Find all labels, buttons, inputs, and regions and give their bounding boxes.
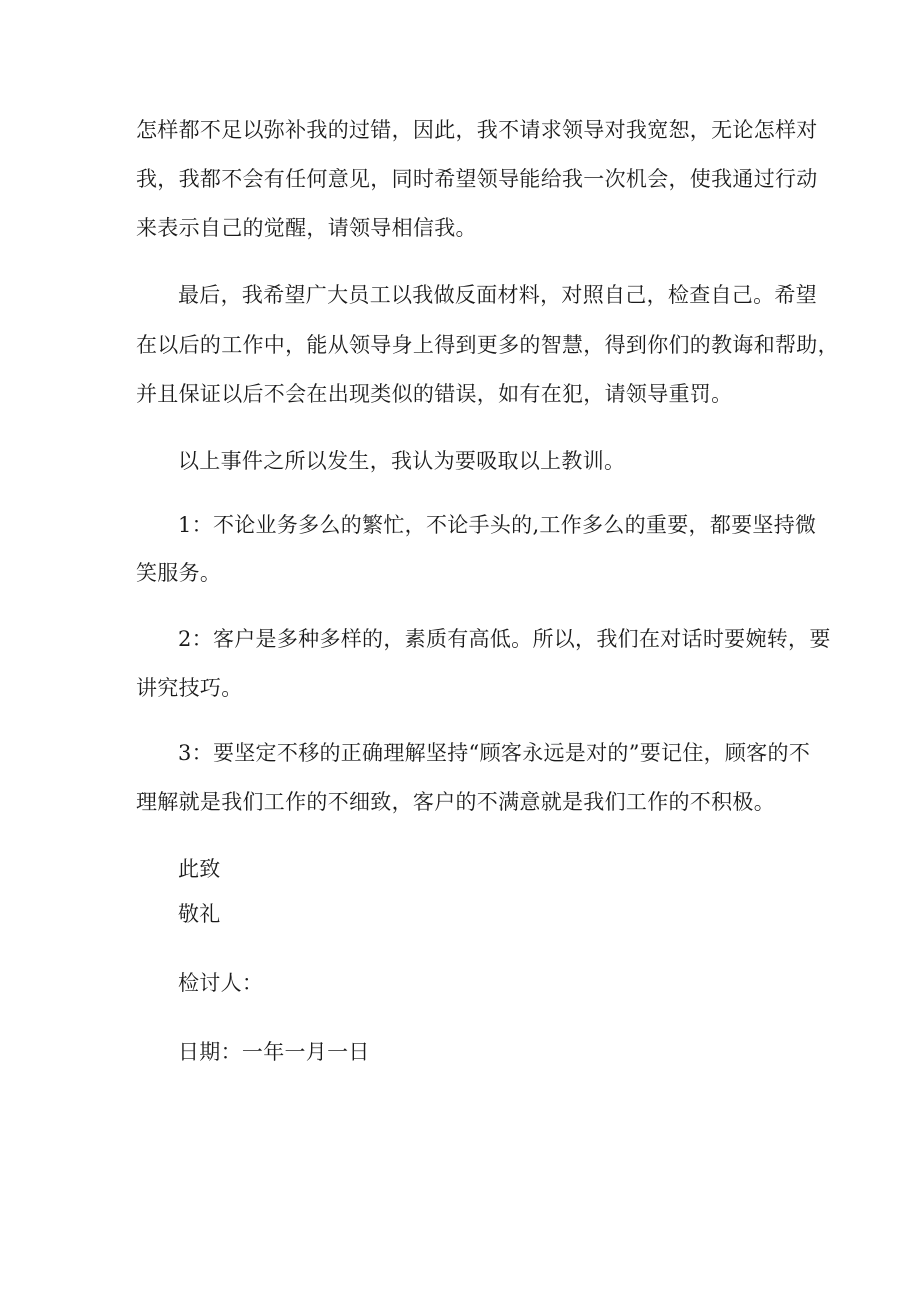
list-item-line: 理解就是我们工作的不细致，客户的不满意就是我们工作的不积极。 bbox=[136, 790, 775, 814]
paragraph-line: 以上事件之所以发生，我认为要吸取以上教训。 bbox=[178, 449, 626, 473]
paragraph-line: 最后，我希望广大员工以我做反面材料，对照自己，检查自己。希望 bbox=[178, 283, 817, 307]
paragraph-line: 我，我都不会有任何意见，同时希望领导能给我一次机会，使我通过行动 bbox=[136, 167, 818, 191]
list-item-line: 3：要坚定不移的正确理解坚持“顾客永远是对的”要记住，顾客的不 bbox=[178, 741, 811, 765]
list-item-line: 1：不论业务多么的繁忙，不论手头的,工作多么的重要，都要坚持微 bbox=[178, 513, 817, 537]
list-item-line: 讲究技巧。 bbox=[136, 676, 243, 700]
paragraph-line: 并且保证以后不会在出现类似的错误，如有在犯，请领导重罚。 bbox=[136, 382, 733, 406]
signer-label: 检讨人： bbox=[178, 971, 264, 995]
paragraph-line: 怎样都不足以弥补我的过错，因此，我不请求领导对我宽恕，无论怎样对 bbox=[136, 118, 818, 142]
date-label: 日期：一年一月一日 bbox=[178, 1040, 370, 1064]
list-item-line: 笑服务。 bbox=[136, 561, 222, 585]
paragraph-line: 来表示自己的觉醒，请领导相信我。 bbox=[136, 216, 477, 240]
paragraph-line: 在以后的工作中，能从领导身上得到更多的智慧，得到你们的教诲和帮助， bbox=[136, 333, 839, 357]
list-item-line: 2：客户是多种多样的，素质有高低。所以，我们在对话时要婉转，要 bbox=[178, 627, 831, 651]
closing-line: 此致 bbox=[178, 857, 221, 881]
closing-line: 敬礼 bbox=[178, 902, 221, 926]
